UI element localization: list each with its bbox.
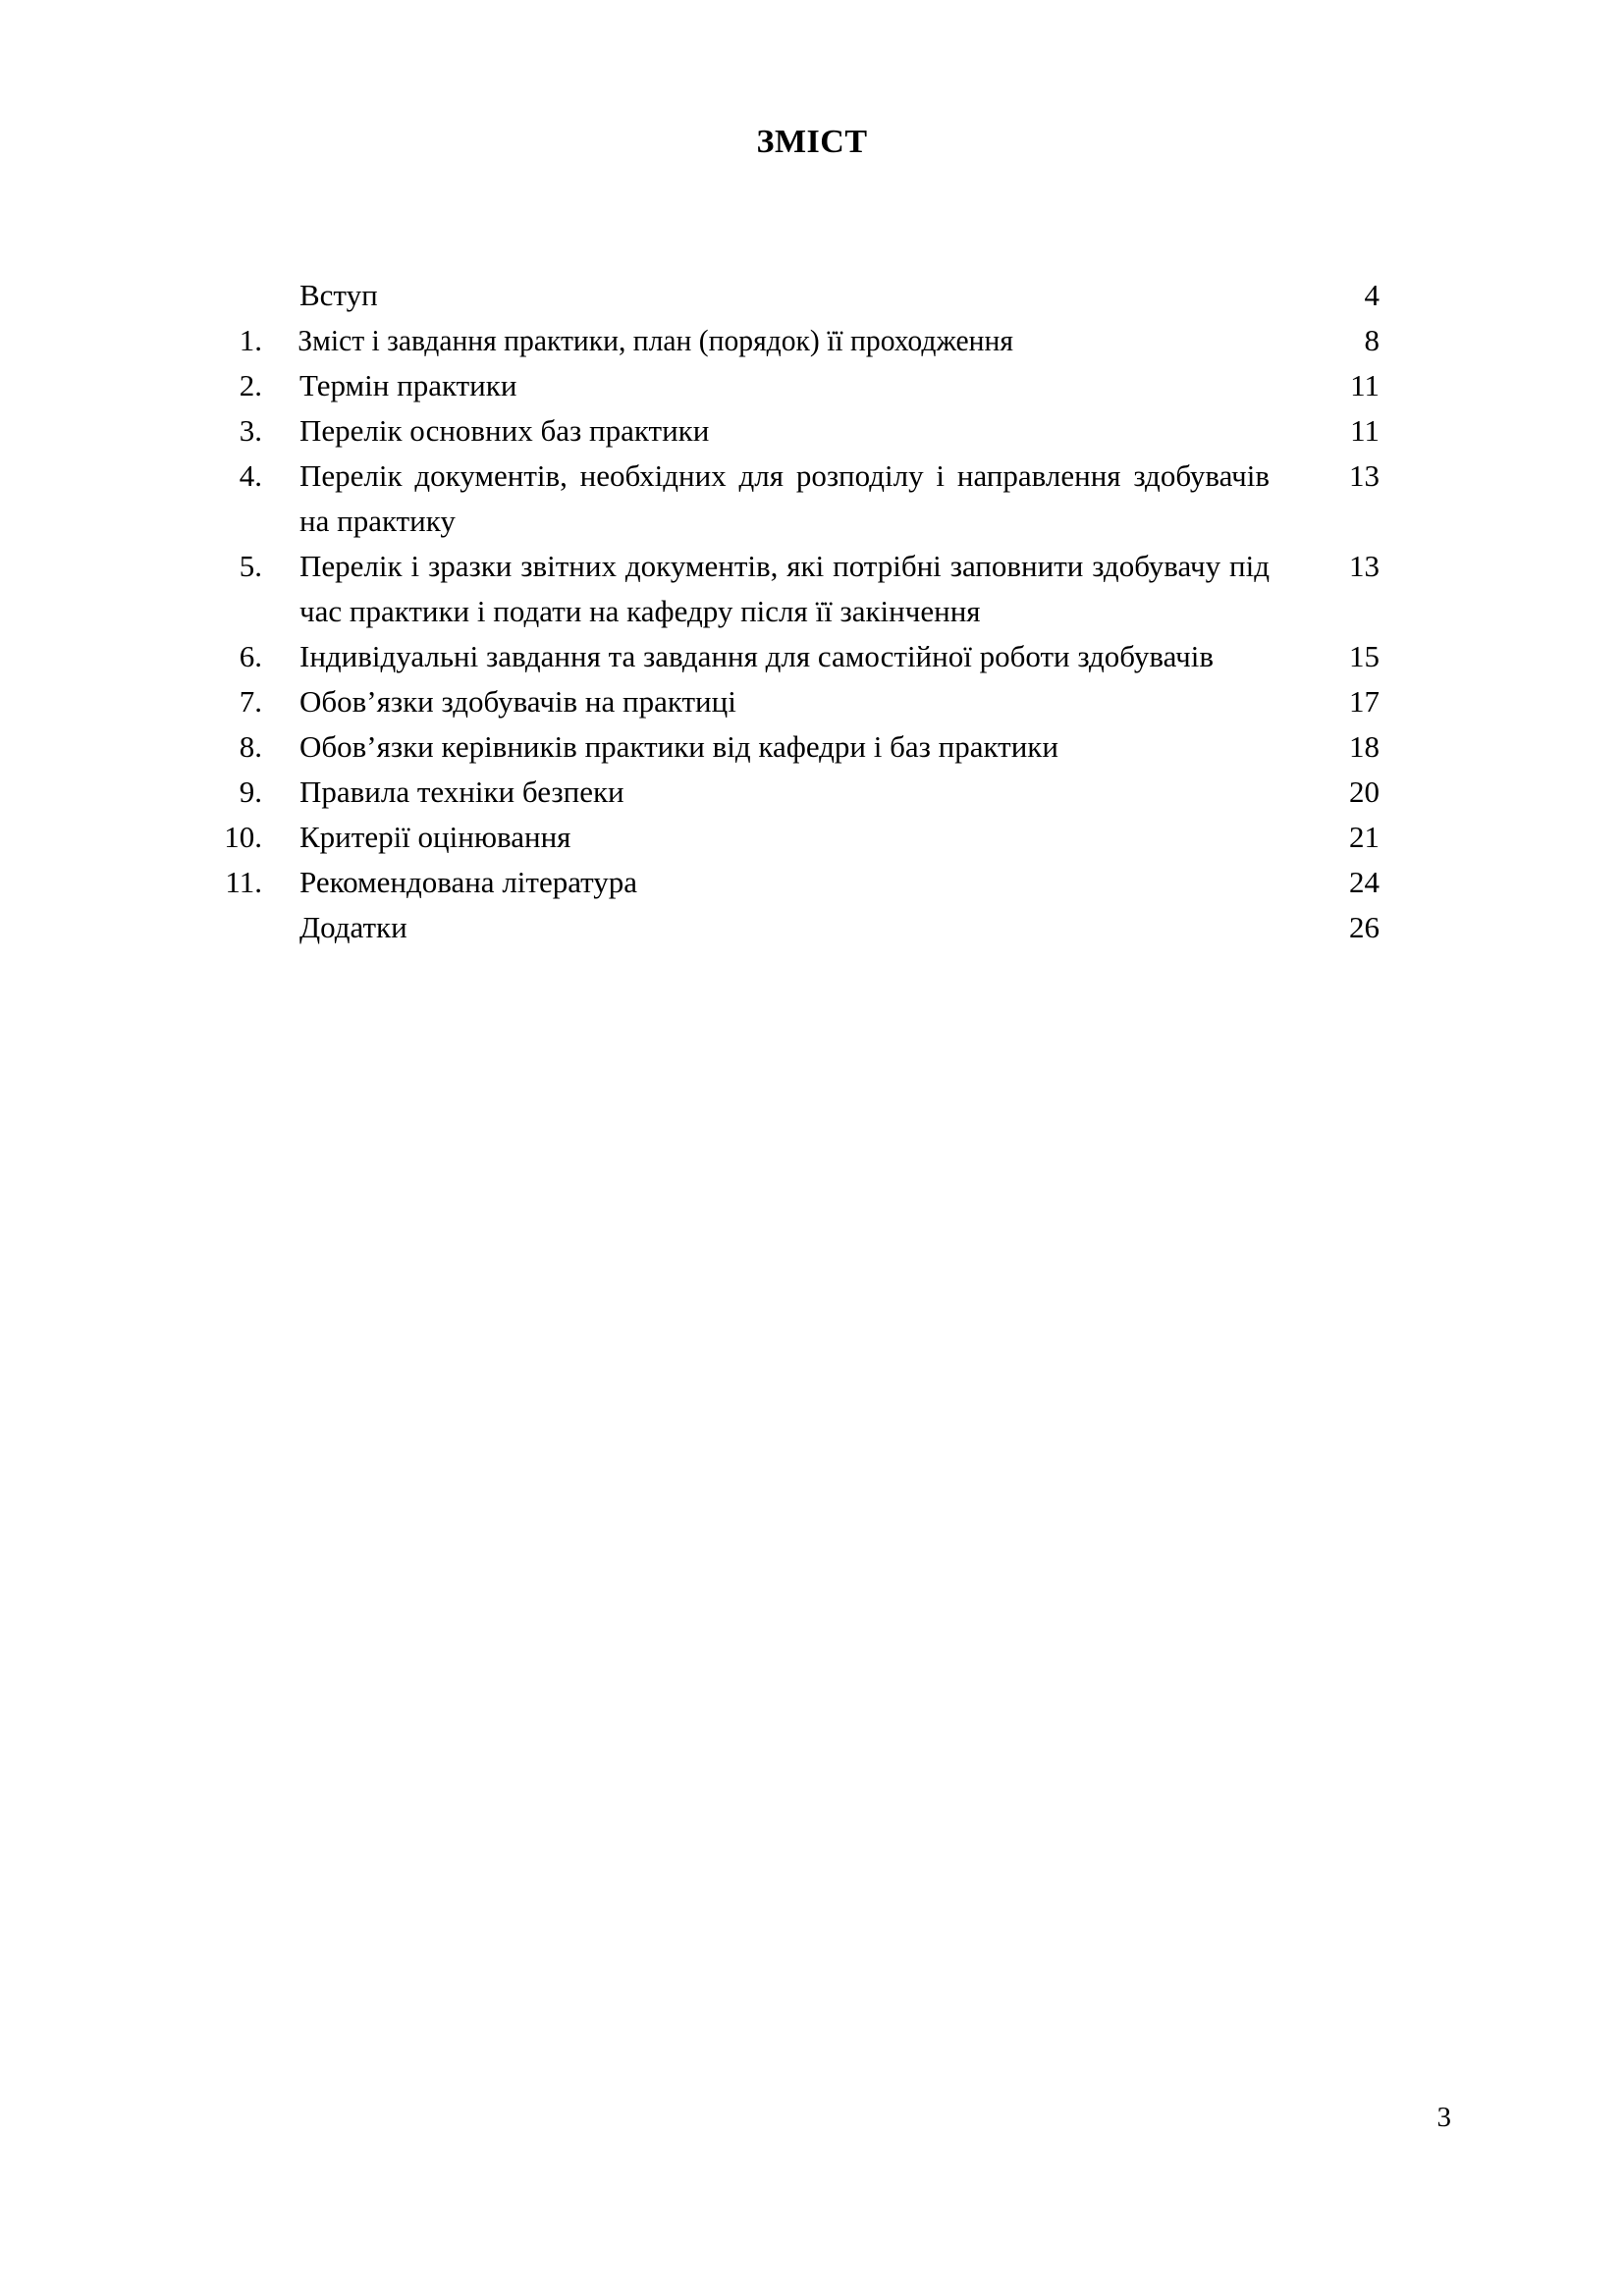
toc-entry[interactable] [201,454,1380,544]
toc-entry[interactable] [201,363,1380,408]
toc-entry-number: 6. [239,639,262,673]
toc-entry[interactable] [201,905,1380,950]
toc-entry-title[interactable]: Перелік документів, необхідних для розподілу і направлення здобувачів на практику [299,458,1270,538]
toc-entry-page-number: 13 [1349,549,1380,583]
toc-entry[interactable] [201,724,1380,770]
toc-entry-title[interactable]: Зміст і завдання практики, план (порядок) її проходження [298,323,1013,357]
toc-entry-title[interactable]: Перелік і зразки звітних документів, які потрібні заповнити здобувачу під час практики і подати на кафедру після її закінчення [299,549,1270,628]
toc-entry-number: 1. [239,323,262,357]
toc-entry[interactable] [201,770,1380,815]
toc-entry-number: 9. [239,774,262,809]
toc-entry[interactable] [201,544,1380,634]
page-title: ЗМІСТ [756,124,868,160]
toc-entry-page-number: 24 [1349,865,1380,899]
toc-entry-title[interactable]: Обов’язки керівників практики від кафедри і баз практики [299,729,1058,764]
toc-entry-title[interactable]: Критерії оцінювання [299,820,571,854]
toc-entry[interactable] [201,318,1380,363]
toc-entry-title[interactable]: Обов’язки здобувачів на практиці [299,684,736,719]
toc-entry-page-number: 4 [1364,278,1380,312]
toc-entry-title[interactable]: Правила техніки безпеки [299,774,624,809]
toc-entry-number: 4. [239,458,262,493]
toc-entry-number: 11. [225,865,262,899]
toc-entry-number: 10. [224,820,262,854]
footer-page-number: 3 [1436,2102,1451,2133]
toc-entry[interactable] [201,815,1380,860]
toc-entry[interactable] [201,634,1380,679]
toc-entry-number: 5. [239,549,262,583]
toc-entry-page-number: 17 [1349,684,1380,719]
toc-entry-number: 3. [239,413,262,448]
toc-entry[interactable] [201,679,1380,724]
toc-entry[interactable] [201,860,1380,905]
toc-entry-page-number: 26 [1349,910,1380,944]
toc-entry[interactable] [201,273,1380,318]
toc-entry-page-number: 20 [1349,774,1380,809]
toc-entry-page-number: 21 [1349,820,1380,854]
toc-entry-page-number: 8 [1364,323,1380,357]
toc-entry-page-number: 13 [1349,458,1380,493]
table-of-contents [201,273,1380,950]
toc-entry-title[interactable]: Рекомендована література [299,865,638,899]
toc-entry-title[interactable]: Перелік основних баз практики [299,413,710,448]
toc-entry-page-number: 18 [1349,729,1380,764]
toc-entry-title[interactable]: Додатки [299,910,407,944]
toc-entry[interactable] [201,408,1380,454]
toc-entry-title[interactable]: Вступ [299,278,378,312]
toc-entry-number: 8. [239,729,262,764]
toc-entry-page-number: 15 [1349,639,1380,673]
toc-entry-number: 2. [239,368,262,402]
toc-entry-page-number: 11 [1350,413,1380,448]
toc-entry-title[interactable]: Термін практики [299,368,517,402]
toc-entry-title[interactable]: Індивідуальні завдання та завдання для самостійної роботи здобувачів [299,639,1214,673]
toc-entry-page-number: 11 [1350,368,1380,402]
toc-entry-number: 7. [239,684,262,719]
